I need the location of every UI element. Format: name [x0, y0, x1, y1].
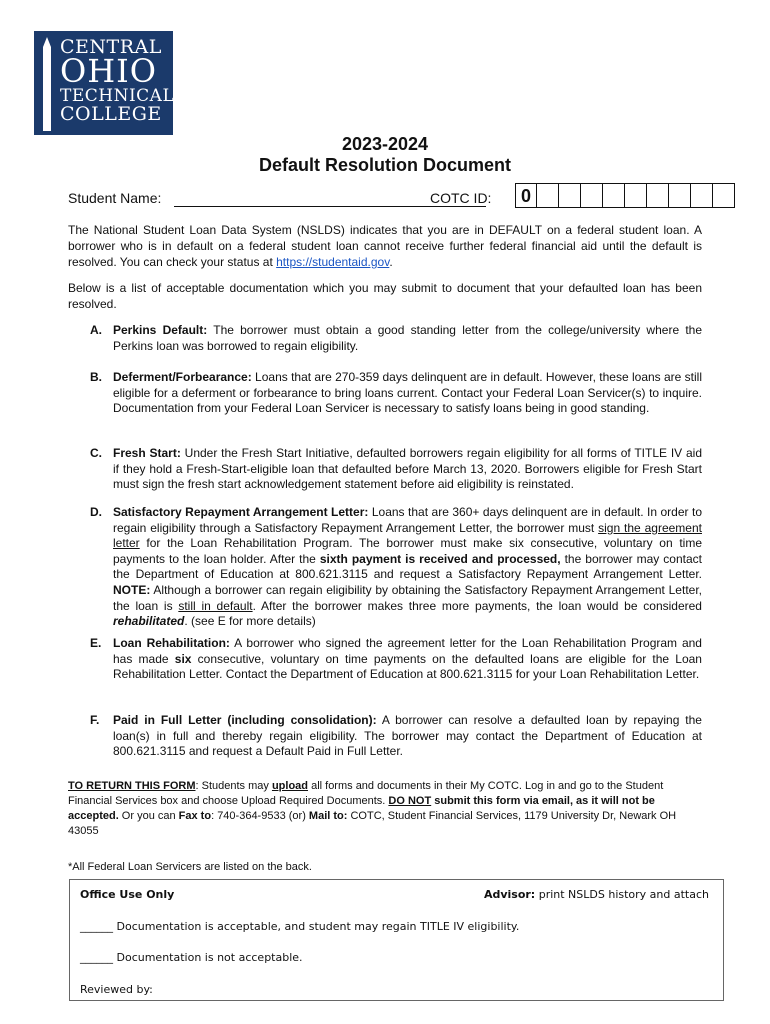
college-logo	[34, 31, 173, 135]
logo-line-1: CENTRAL	[60, 36, 162, 58]
logo-line-2: OHIO	[60, 52, 158, 90]
id-digit-box[interactable]	[669, 183, 691, 208]
option-paid-in-full: F. Paid in Full Letter (including consolidation): A borrower can resolve a defaulted loan by repaying the loan(s) in full and thereby regain eligibility. The borrower may contact the Department of Education at 800.621.3115 and request a Default Paid in Full Letter.	[90, 713, 702, 759]
return-instructions: TO RETURN THIS FORM: Students may upload all forms and documents in their My COTC. Log in and go to the Student Financial Services box and choose Upload Required Documents. DO NOT submit this form via email, as it will not be accepted. Or you can Fax to: 740-364-9533 (or) Mail to: COTC, Student Financial Services, 1179 University Dr, Newark OH 43055	[68, 780, 677, 837]
logo-line-3: TECHNICAL	[60, 86, 175, 106]
servicers-footnote: *All Federal Loan Servicers are listed on the back.	[68, 861, 312, 873]
option-fresh-start: C. Fresh Start: Under the Fresh Start Initiative, defaulted borrowers regain eligibility for all forms of TITLE IV aid if they hold a Fresh-Start-eligible loan that defaulted before March 13, 2020. Borrowers eligible for Fresh Start must sign the fresh start acknowledgement statement before aid eligibility is reinstated.	[90, 446, 702, 492]
id-digit-box[interactable]	[559, 183, 581, 208]
option-perkins-default: A. Perkins Default: The borrower must obtain a good standing letter from the college/university where the Perkins loan was borrowed to regain eligibility.	[90, 323, 703, 353]
reviewed-by-field[interactable]: Reviewed by:	[80, 983, 153, 996]
not-acceptable-option[interactable]: ______ Documentation is not acceptable.	[80, 951, 303, 964]
office-use-box	[69, 879, 724, 1001]
documentation-intro: Below is a list of acceptable documentation which you may submit to document that your defaulted loan has been resolved.	[68, 281, 702, 311]
studentaid-link[interactable]: https://studentaid.gov	[276, 255, 390, 269]
office-use-heading: Office Use Only	[80, 888, 175, 901]
id-digit-box[interactable]: 0	[515, 183, 537, 208]
id-digit-box[interactable]	[603, 183, 625, 208]
id-digit-box[interactable]	[691, 183, 713, 208]
option-loan-rehabilitation: E. Loan Rehabilitation: A borrower who signed the agreement letter for the Loan Rehabilitation Program and has made six consecutive, voluntary on time payments on the defaulted loans are eligible for the Loan Rehabilitation Letter. Contact the Department of Education at 800.621.3115 for your Loan Rehabilitation Letter.	[90, 636, 702, 682]
id-digit-box[interactable]	[581, 183, 603, 208]
advisor-instruction: Advisor: print NSLDS history and attach	[483, 888, 709, 901]
cotc-id-field[interactable]	[515, 183, 735, 208]
id-digit-box[interactable]	[537, 183, 559, 208]
id-digit-box[interactable]	[713, 183, 735, 208]
logo-line-4: COLLEGE	[60, 103, 162, 125]
intro-paragraph: The National Student Loan Data System (NSLDS) indicates that you are in DEFAULT on a federal student loan. A borrower who is in default on a federal student loan cannot receive further federal financial aid until the default is resolved. You can check your status at https://studentaid.gov.	[68, 223, 702, 269]
document-year: 2023-2024	[341, 134, 429, 154]
id-digit-box[interactable]	[625, 183, 647, 208]
student-name-field[interactable]	[174, 206, 486, 207]
cotc-id-label: COTC ID:	[430, 190, 492, 206]
tower-icon	[40, 37, 54, 131]
acceptable-option[interactable]: ______ Documentation is acceptable, and student may regain TITLE IV eligibility.	[80, 920, 520, 933]
student-info-row	[68, 186, 716, 210]
option-deferment-forbearance: B. Deferment/Forbearance: Loans that are 270-359 days delinquent are in default. However, these loans are still eligible for a deferment or forbearance to bring loans current. Contact your Federal Loan Servicer(s) to inquire. Documentation from your Federal Loan Servicer is necessary to satisfy loans being in good standing.	[90, 370, 703, 416]
document-title: Default Resolution Document	[258, 155, 511, 175]
id-digit-box[interactable]	[647, 183, 669, 208]
student-name-label: Student Name:	[68, 190, 162, 206]
option-satisfactory-repayment: D. Satisfactory Repayment Arrangement Letter: Loans that are 360+ days delinquent are in default. In order to regain eligibility through a Satisfactory Repayment Arrangement Letter, the borrower must sign the agreement letter for the Loan Rehabilitation Program. The borrower must make six consecutive, voluntary on time payments to the loan holder. After the sixth payment is received and processed, the borrower may contact the Department of Education at 800.621.3115 and request a Satisfactory Repayment Arrangement Letter. NOTE: Although a borrower can regain eligibility by obtaining the Satisfactory Repayment Arrangement Letter, the loan is still in default. After the borrower makes three more payments, the loan would be considered rehabilitated. (see E for more details)	[90, 505, 702, 629]
